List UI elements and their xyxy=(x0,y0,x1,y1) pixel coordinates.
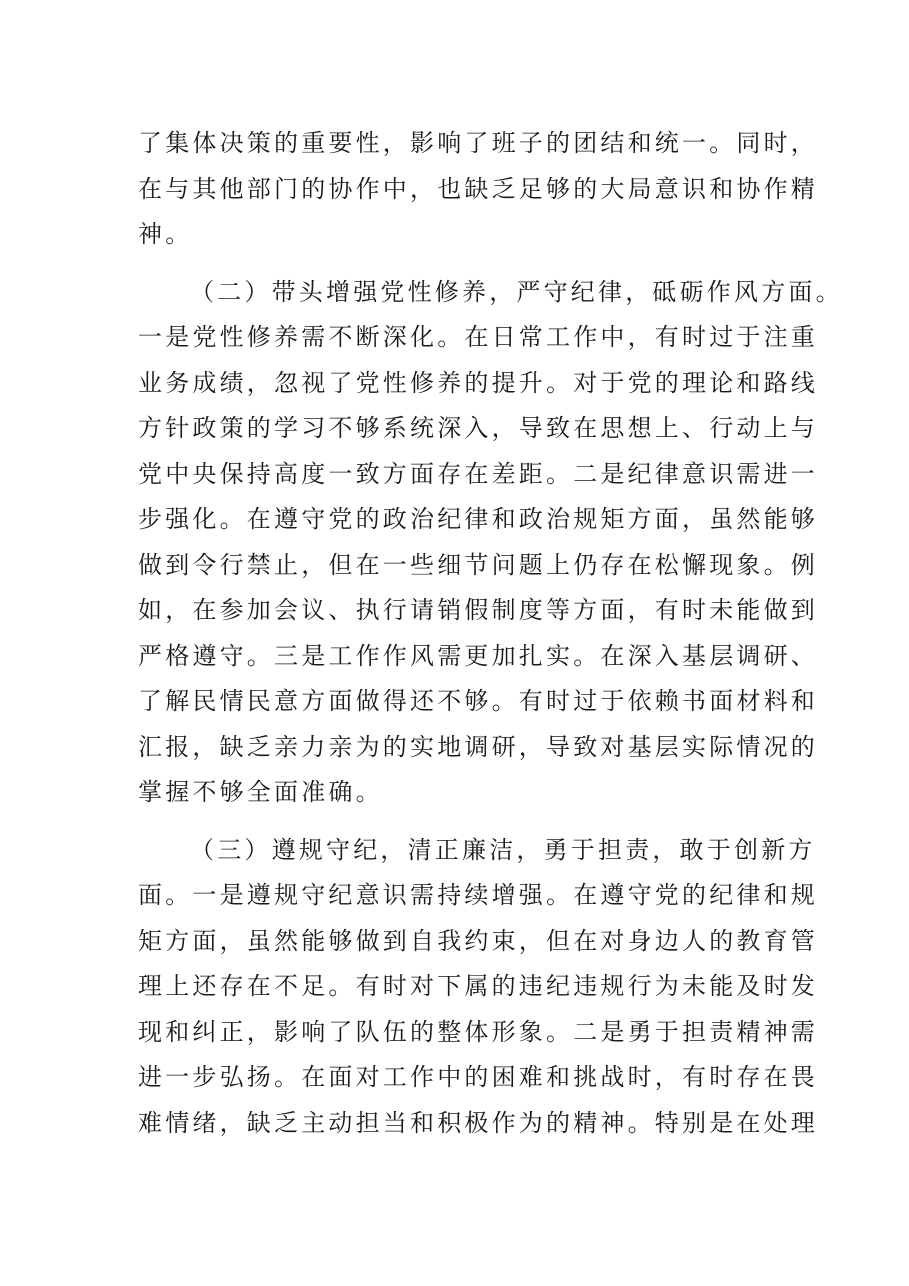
text-line: 做到令行禁止，但在一些细节问题上仍存在松懈现象。例 xyxy=(138,550,818,579)
text-line: 一是党性修养需不断深化。在日常工作中，有时过于注重 xyxy=(138,323,818,351)
paragraph-gap xyxy=(138,258,788,270)
text-line: 了集体决策的重要性，影响了班子的团结和统一。同时， xyxy=(138,129,818,157)
paragraph-1 xyxy=(138,121,818,258)
text-line: 面。一是遵规守纪意识需持续增强。在遵守党的纪律和规 xyxy=(138,881,818,909)
paragraph-gap xyxy=(138,816,788,828)
document-body xyxy=(138,121,843,1146)
text-line: 业务成绩，忽视了党性修养的提升。对于党的理论和路线 xyxy=(138,368,818,397)
text-line: 方针政策的学习不够系统深入，导致在思想上、行动上与 xyxy=(138,414,818,442)
text-line: 在与其他部门的协作中，也缺乏足够的大局意识和协作精 xyxy=(138,174,818,203)
section-heading-3: （三）遵规守纪，清正廉洁，勇于担责，敢于创新方 xyxy=(190,835,816,864)
text-line: 现和纠正，影响了队伍的整体形象。二是勇于担责精神需 xyxy=(138,1017,818,1046)
text-line: 掌握不够全面准确。 xyxy=(138,778,383,806)
text-line: 严格遵守。三是工作作风需更加扎实。在深入基层调研、 xyxy=(138,641,818,670)
section-heading-2: （二）带头增强党性修养，严守纪律，砥砺作风方面。 xyxy=(190,277,843,306)
text-line: 步强化。在遵守党的政治纪律和政治规矩方面，虽然能够 xyxy=(138,505,818,533)
text-line: 难情绪，缺乏主动担当和积极作为的精神。特别是在处理 xyxy=(138,1108,818,1137)
text-line: 汇报，缺乏亲力亲为的实地调研，导致对基层实际情况的 xyxy=(138,732,818,761)
text-line: 神。 xyxy=(138,220,193,248)
text-line: 矩方面，虽然能够做到自我约束，但在对身边人的教育管 xyxy=(138,926,818,955)
paragraph-2 xyxy=(138,270,843,816)
paragraph-3 xyxy=(138,828,818,1147)
text-line: 如，在参加会议、执行请销假制度等方面，有时未能做到 xyxy=(138,596,818,624)
text-line: 进一步弘扬。在面对工作中的困难和挑战时，有时存在畏 xyxy=(138,1063,818,1091)
text-line: 了解民情民意方面做得还不够。有时过于依赖书面材料和 xyxy=(138,687,818,715)
text-line: 党中央保持高度一致方面存在差距。二是纪律意识需进一 xyxy=(138,459,818,488)
text-line: 理上还存在不足。有时对下属的违纪违规行为未能及时发 xyxy=(138,972,818,1000)
